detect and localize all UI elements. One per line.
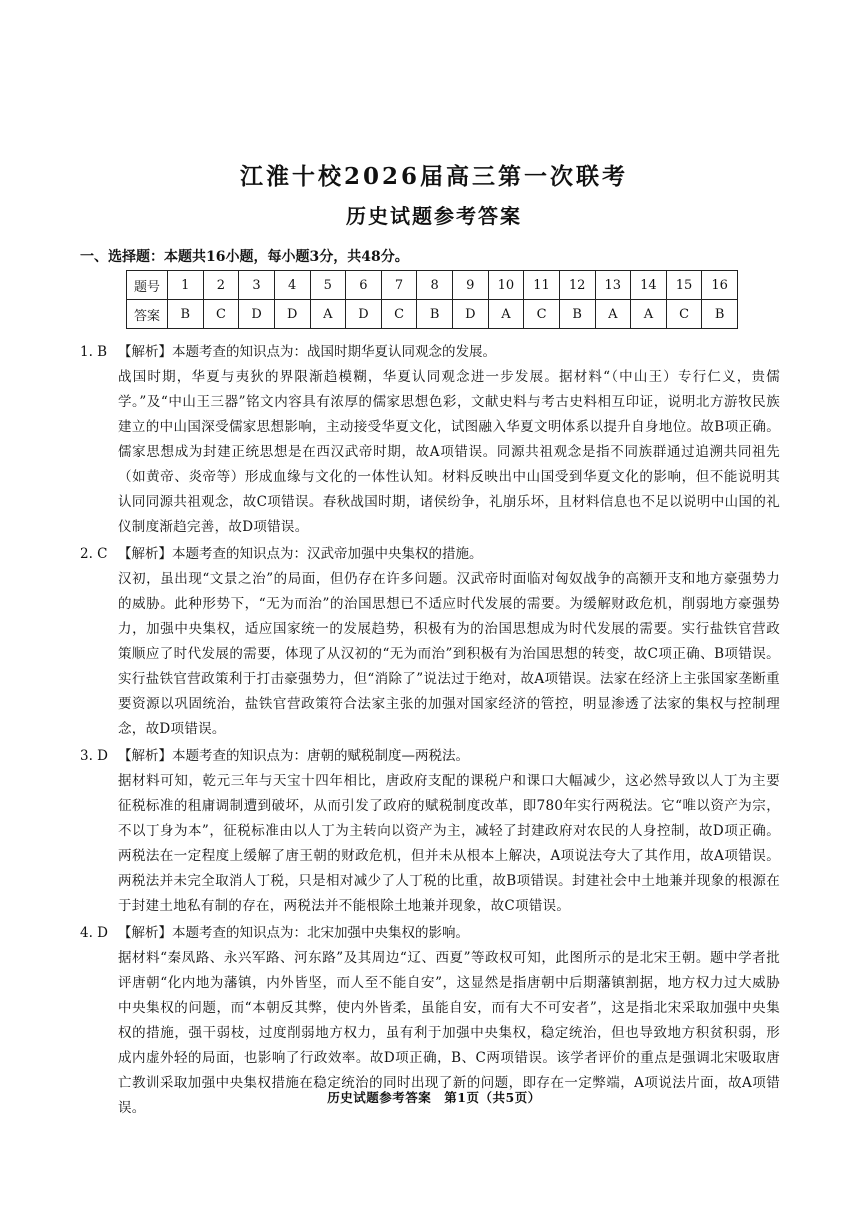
question-topic: 【解析】本题考查的知识点为：北宋加强中央集权的影响。	[118, 925, 469, 941]
answer-cell: D	[274, 300, 310, 329]
question-item	[80, 744, 780, 919]
row-label-number: 题号	[127, 271, 168, 300]
question-number-cell: 10	[488, 271, 524, 300]
question-explanation: 战国时期，华夏与夷狄的界限渐趋模糊，华夏认同观念进一步发展。据材料“（中山王）专行仁义，贵儒学。”及“中山王三器”铭文内容具有浓厚的儒家思想色彩，文献史料与考古史料相互印证，说明北方游牧民族建立的中山国深受儒家思想影响，主动接受华夏文化，试图融入华夏文明体系以提升自身地位。故B项正确。儒家思想成为封建正统思想是在西汉武帝时期，故A项错误。同源共祖观念是指不同族群通过追溯共同祖先（如黄帝、炎帝等）形成血缘与文化的一体性认知。材料反映出中山国受到华夏文化的影响，但不能说明其认同同源共祖观念，故C项错误。春秋战国时期，诸侯纷争，礼崩乐坏，且材料信息也不足以说明中山国的礼仪制度渐趋完善，故D项错误。	[118, 369, 780, 535]
question-number-cell: 7	[381, 271, 417, 300]
page-footer: 历史试题参考答案 第1页（共5页）	[327, 1090, 541, 1105]
exam-title: 江淮十校2026届高三第一次联考	[239, 163, 628, 190]
answer-cell: A	[310, 300, 346, 329]
question-number: 3. D	[80, 748, 108, 764]
question-number-cell: 13	[595, 271, 631, 300]
answer-table-number-row	[127, 271, 738, 300]
question-explanation: 据材料“秦凤路、永兴军路、河东路”及其周边“辽、西夏”等政权可知，此图所示的是北宋王朝。题中学者批评唐朝“化内地为藩镇，内外皆坚，而人至不能自安”，这显然是指唐朝中后期藩镇割据，地方权力过大威胁中央集权的问题，而“本朝反其弊，使内外皆柔，虽能自安，而有大不可安者”，这是指北宋采取加强中央集权的措施，强干弱枝，过度削弱地方权力，虽有利于加强中央集权，稳定统治，但也导致地方积贫积弱，形成内虚外轻的局面，也影响了行政效率。故D项正确，B、C两项错误。该学者评价的重点是强调北宋吸取唐亡教训采取加强中央集权措施在稳定统治的同时出现了新的问题，即存在一定弊端，A项说法片面，故A项错误。	[118, 950, 780, 1116]
question-number-cell: 12	[559, 271, 595, 300]
answer-cell: B	[559, 300, 595, 329]
answer-cell: B	[417, 300, 453, 329]
question-number-cell: 6	[346, 271, 382, 300]
answer-cell: D	[346, 300, 382, 329]
answer-cell: A	[631, 300, 667, 329]
answer-cell: C	[524, 300, 560, 329]
answer-key-subtitle: 历史试题参考答案	[346, 204, 522, 228]
answer-table-answer-row	[127, 300, 738, 329]
answer-cell: A	[488, 300, 524, 329]
answer-cell: D	[453, 300, 489, 329]
question-number-cell: 3	[239, 271, 275, 300]
answer-cell: C	[666, 300, 702, 329]
answer-cell: C	[381, 300, 417, 329]
question-number-cell: 15	[666, 271, 702, 300]
question-item	[80, 542, 780, 742]
answer-cell: B	[168, 300, 204, 329]
question-head	[80, 921, 780, 946]
questions-list	[80, 340, 780, 1123]
question-number-cell: 11	[524, 271, 560, 300]
question-number: 4. D	[80, 925, 108, 941]
question-number-cell: 2	[203, 271, 239, 300]
question-topic: 【解析】本题考查的知识点为：战国时期华夏认同观念的发展。	[118, 344, 496, 360]
question-explanation: 据材料可知，乾元三年与天宝十四年相比，唐政府支配的课税户和课口大幅减少，这必然导致以人丁为主要征税标准的租庸调制遭到破坏，从而引发了政府的赋税制度改革，即780年实行两税法。它“唯以资产为宗，不以丁身为本”，征税标准由以人丁为主转向以资产为主，减轻了封建政府对农民的人身控制，故D项正确。两税法在一定程度上缓解了唐王朝的财政危机，但并未从根本上解决，A项说法夸大了其作用，故A项错误。两税法并未完全取消人丁税，只是相对减少了人丁税的比重，故B项错误。封建社会中土地兼并现象的根源在于封建土地私有制的存在，两税法并不能根除土地兼并现象，故C项错误。	[118, 773, 780, 914]
section-heading: 一、选择题：本题共16小题，每小题3分，共48分。	[80, 249, 409, 265]
question-number-cell: 9	[453, 271, 489, 300]
question-topic: 【解析】本题考查的知识点为：汉武帝加强中央集权的措施。	[118, 546, 483, 562]
question-head	[80, 340, 780, 365]
question-number-cell: 1	[168, 271, 204, 300]
question-number-cell: 4	[274, 271, 310, 300]
question-explanation: 汉初，虽出现“文景之治”的局面，但仍存在许多问题。汉武帝时面临对匈奴战争的高额开支和地方豪强势力的威胁。此种形势下，“无为而治”的治国思想已不适应时代发展的需要。为缓解财政危机，削弱地方豪强势力，加强中央集权，适应国家统一的发展趋势，积极有为的治国思想成为时代发展的需要。实行盐铁官营政策顺应了时代发展的需要，体现了从汉初的“无为而治”到积极有为治国思想的转变，故C项正确、B项错误。实行盐铁官营政策利于打击豪强势力，但“消除了”说法过于绝对，故A项错误。法家在经济上主张国家垄断重要资源以巩固统治，盐铁官营政策符合法家主张的加强对国家经济的管控，明显渗透了法家的集权与控制理念，故D项错误。	[118, 571, 780, 737]
answer-cell: A	[595, 300, 631, 329]
question-number-cell: 8	[417, 271, 453, 300]
question-head	[80, 542, 780, 567]
question-head	[80, 744, 780, 769]
question-number: 2. C	[80, 546, 108, 562]
row-label-answer: 答案	[127, 300, 168, 329]
question-item	[80, 340, 780, 540]
question-number-cell: 5	[310, 271, 346, 300]
answer-table	[126, 270, 738, 329]
answer-cell: D	[239, 300, 275, 329]
question-topic: 【解析】本题考查的知识点为：唐朝的赋税制度—两税法。	[118, 748, 469, 764]
question-number-cell: 14	[631, 271, 667, 300]
answer-cell: C	[203, 300, 239, 329]
answer-cell: B	[702, 300, 738, 329]
question-number-cell: 16	[702, 271, 738, 300]
question-number: 1. B	[80, 344, 108, 360]
